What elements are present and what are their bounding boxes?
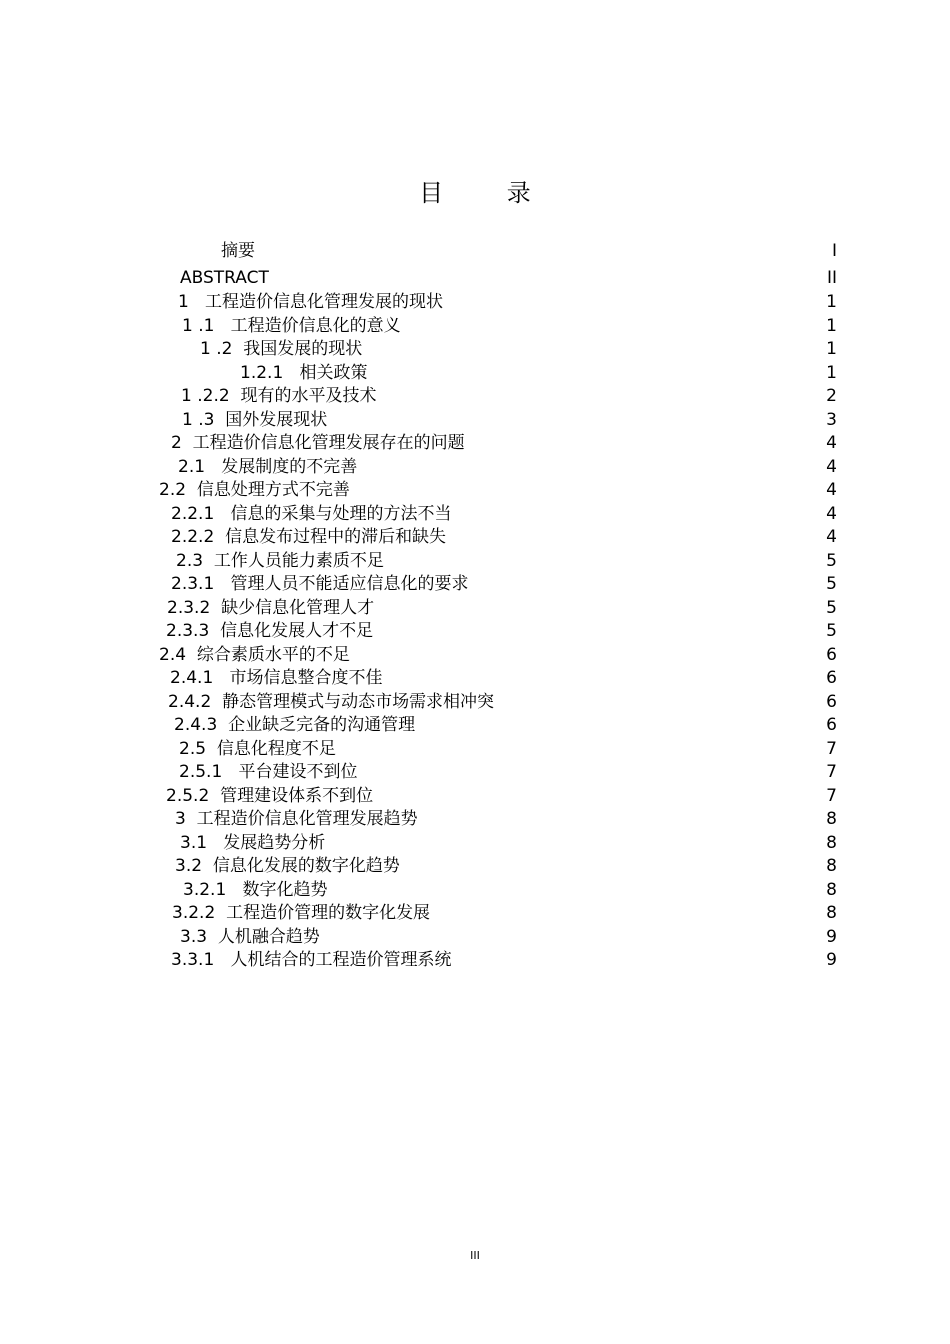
toc-entry-2-3[interactable]	[0, 550, 950, 574]
toc-entry-2[interactable]	[0, 432, 950, 456]
toc-entry-3-1[interactable]	[0, 832, 950, 856]
toc-entry-3-2-1[interactable]	[0, 879, 950, 903]
toc-entry-2-4-1[interactable]	[0, 667, 950, 691]
toc-entry-2-4-3[interactable]	[0, 714, 950, 738]
toc-entry-3-2-2[interactable]	[0, 902, 950, 926]
toc-entry-page: 3	[826, 409, 837, 430]
toc-entry-abstract-cn[interactable]	[0, 238, 950, 265]
toc-entry-label: 2.4.3 企业缺乏完备的沟通管理	[174, 715, 416, 735]
toc-entry-label: 3 工程造价信息化管理发展趋势	[175, 809, 418, 829]
toc-entry-page: II	[826, 267, 837, 288]
toc-entry-3[interactable]	[0, 808, 950, 832]
toc-entry-label: 2.2.1 信息的采集与处理的方法不当	[171, 503, 452, 524]
toc-entry-label: ABSTRACT	[180, 267, 269, 288]
toc-entry-page: 8	[826, 809, 837, 829]
toc-entry-label: 1 .2.2 现有的水平及技术	[181, 386, 377, 406]
toc-entry-page: 1	[826, 362, 837, 383]
toc-entry-2-2-1[interactable]	[0, 503, 950, 527]
toc-entry-label: 2.4 综合素质水平的不足	[159, 644, 350, 665]
toc-entry-label: 1.2.1 相关政策	[240, 362, 368, 383]
toc-entry-label: 2.3.3 信息化发展人才不足	[166, 621, 374, 641]
toc-entry-label: 1 .1 工程造价信息化的意义	[182, 315, 401, 336]
toc-entry-page: 7	[826, 738, 837, 759]
toc-entry-label: 1 .2 我国发展的现状	[200, 339, 363, 359]
toc-entry-label: 摘要	[221, 241, 255, 261]
toc-entry-2-4-2[interactable]	[0, 691, 950, 715]
toc-entry-page: 9	[826, 950, 837, 970]
toc-entry-2-2[interactable]	[0, 479, 950, 503]
toc-entry-3-3-1[interactable]	[0, 949, 950, 973]
toc-entry-page: 9	[826, 926, 837, 947]
toc-entry-page: 1	[826, 315, 837, 336]
toc-entry-2-3-3[interactable]	[0, 620, 950, 644]
toc-entry-page: 8	[826, 903, 837, 923]
toc-entry-label: 2.4.2 静态管理模式与动态市场需求相冲突	[168, 691, 495, 712]
toc-entry-page: 2	[826, 386, 837, 406]
table-of-contents	[0, 238, 950, 973]
toc-entry-label: 3.2.1 数字化趋势	[183, 879, 328, 900]
toc-entry-page: 8	[826, 832, 837, 853]
toc-entry-2-3-2[interactable]	[0, 597, 950, 621]
toc-entry-1-2-2[interactable]	[0, 385, 950, 409]
toc-entry-page: 6	[826, 644, 837, 665]
toc-entry-label: 3.3.1 人机结合的工程造价管理系统	[171, 950, 452, 970]
toc-entry-page: 8	[826, 856, 837, 876]
toc-entry-page: 4	[826, 480, 837, 500]
toc-entry-page: 4	[826, 527, 837, 547]
toc-entry-2-4[interactable]	[0, 644, 950, 668]
toc-entry-page: 5	[826, 621, 837, 641]
toc-entry-page: 4	[826, 433, 837, 453]
toc-entry-label: 2.5.1 平台建设不到位	[179, 762, 358, 782]
toc-entry-label: 2.3.1 管理人员不能适应信息化的要求	[171, 574, 469, 594]
toc-entry-page: 8	[826, 879, 837, 900]
toc-entry-label: 2.1 发展制度的不完善	[178, 456, 358, 477]
toc-entry-page: 5	[826, 597, 837, 618]
toc-entry-3-3[interactable]	[0, 926, 950, 950]
toc-entry-page: 7	[826, 785, 837, 806]
toc-entry-page: 6	[826, 691, 837, 712]
toc-entry-2-5-2[interactable]	[0, 785, 950, 809]
toc-entry-3-2[interactable]	[0, 855, 950, 879]
toc-entry-page: 1	[826, 292, 837, 312]
toc-entry-page: 7	[826, 762, 837, 782]
toc-entry-page: 5	[826, 574, 837, 594]
toc-entry-page: 4	[826, 456, 837, 477]
toc-entry-2-1[interactable]	[0, 456, 950, 480]
toc-entry-label: 1 工程造价信息化管理发展的现状	[178, 292, 444, 312]
toc-entry-label: 2.2.2 信息发布过程中的滞后和缺失	[171, 527, 447, 547]
toc-entry-label: 1 .3 国外发展现状	[182, 409, 328, 430]
toc-entry-page: 6	[826, 668, 837, 688]
page-title: 目 录	[419, 179, 559, 207]
toc-entry-page: 4	[826, 503, 837, 524]
toc-entry-label: 3.1 发展趋势分析	[180, 832, 326, 853]
page-number: III	[470, 1249, 480, 1262]
toc-entry-2-5-1[interactable]	[0, 761, 950, 785]
toc-entry-1-2[interactable]	[0, 338, 950, 362]
toc-entry-1-3[interactable]	[0, 409, 950, 433]
toc-entry-1[interactable]	[0, 291, 950, 315]
toc-entry-2-5[interactable]	[0, 738, 950, 762]
toc-entry-1-2-1[interactable]	[0, 362, 950, 386]
toc-entry-label: 3.2.2 工程造价管理的数字化发展	[172, 903, 431, 923]
toc-entry-label: 2 工程造价信息化管理发展存在的问题	[171, 433, 465, 453]
toc-entry-page: I	[831, 241, 837, 261]
toc-entry-label: 2.3.2 缺少信息化管理人才	[167, 597, 375, 618]
toc-entry-label: 3.2 信息化发展的数字化趋势	[175, 856, 400, 876]
toc-entry-page: 1	[826, 339, 837, 359]
toc-entry-1-1[interactable]	[0, 315, 950, 339]
toc-entry-label: 2.3 工作人员能力素质不足	[176, 550, 384, 571]
toc-entry-label: 2.2 信息处理方式不完善	[159, 480, 350, 500]
toc-entry-label: 2.4.1 市场信息整合度不佳	[170, 668, 383, 688]
toc-entry-label: 2.5 信息化程度不足	[179, 738, 336, 759]
toc-entry-2-2-2[interactable]	[0, 526, 950, 550]
toc-entry-abstract-en[interactable]	[0, 265, 950, 292]
toc-entry-page: 5	[826, 550, 837, 571]
toc-entry-page: 6	[826, 715, 837, 735]
toc-entry-label: 3.3 人机融合趋势	[180, 926, 320, 947]
toc-entry-label: 2.5.2 管理建设体系不到位	[166, 785, 374, 806]
toc-entry-2-3-1[interactable]	[0, 573, 950, 597]
